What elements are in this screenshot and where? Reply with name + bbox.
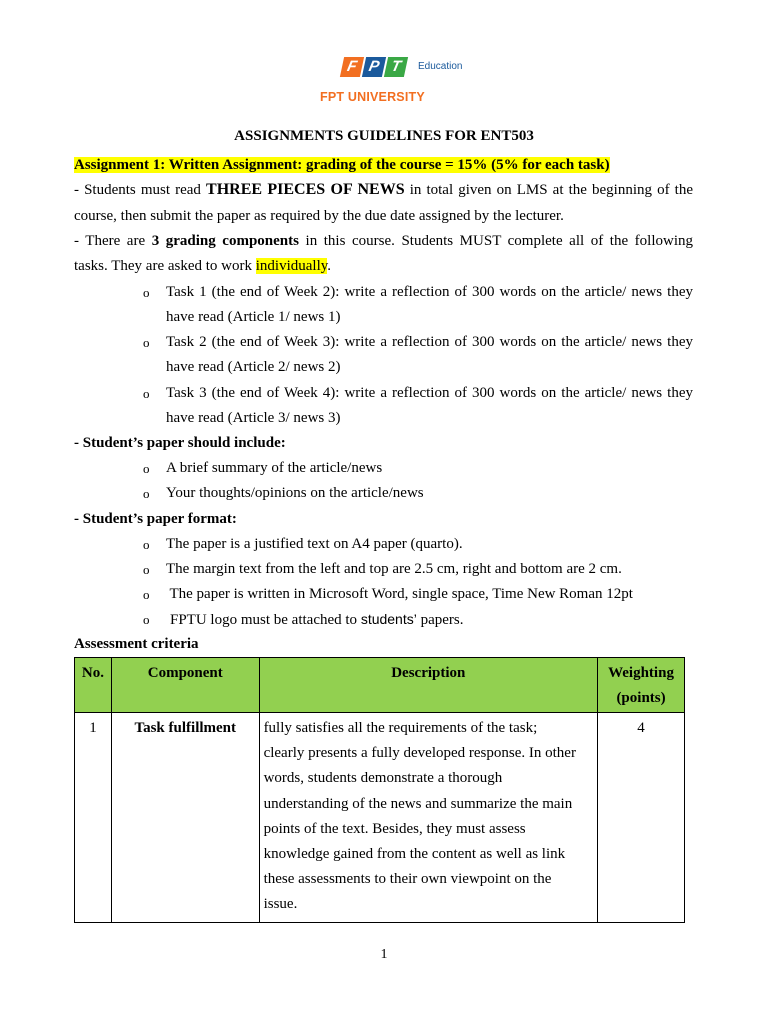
- include-item-summary: A brief summary of the article/news: [166, 460, 383, 476]
- task-3-line-1: Task 3 (the end of Week 4): write a reflection of 300 words on the article/ news they: [166, 385, 693, 401]
- intro-line-4: [74, 256, 331, 276]
- format-logo-students: students’: [360, 611, 417, 627]
- grading-components-emphasis: 3 grading components: [151, 233, 299, 249]
- format-logo-text-end: papers.: [416, 612, 464, 628]
- description-line: understanding of the news and summarize the main: [263, 795, 573, 812]
- row-weighting-text: 4: [637, 720, 645, 736]
- description-line: fully satisfies all the requirements of the task;: [263, 720, 538, 736]
- document-title: ASSIGNMENTS GUIDELINES FOR ENT503: [234, 128, 534, 144]
- logo-letter-p: P: [362, 57, 386, 77]
- intro-text: - There are: [74, 233, 152, 249]
- intro-text: in total given on LMS at the beginning of the: [404, 182, 694, 198]
- format-item-justified: The paper is a justified text on A4 paper (quarto).: [166, 536, 463, 552]
- row-description: [259, 713, 598, 923]
- bullet-icon: o: [143, 285, 150, 300]
- table-row: [75, 713, 685, 923]
- description-line: clearly presents a fully developed response. In other: [263, 745, 576, 762]
- bullet-icon: o: [143, 386, 150, 401]
- header-description-text: Description: [391, 665, 466, 681]
- format-item-logo: [170, 609, 464, 630]
- assignment-heading-text: Assignment 1: Written Assignment: grading of the course = 15% (5% for each task): [74, 157, 610, 173]
- include-item-opinions: Your thoughts/opinions on the article/news: [166, 485, 424, 501]
- bullet-icon: o: [143, 537, 150, 552]
- header-no: [75, 658, 112, 713]
- header-component-text: Component: [147, 665, 223, 681]
- criteria-heading: Assessment criteria: [74, 636, 199, 652]
- description-line: knowledge gained from the content as well as link: [263, 846, 566, 863]
- fpt-logo: [320, 57, 463, 107]
- intro-line-3: [74, 231, 693, 251]
- bullet-icon: o: [143, 562, 150, 577]
- bullet-icon: o: [143, 587, 150, 602]
- description-line: points of the text. Besides, they must assess: [263, 820, 526, 837]
- individually-highlight: individually: [255, 258, 328, 274]
- header-component: [111, 658, 259, 713]
- description-line: issue.: [263, 896, 298, 913]
- bullet-icon: o: [143, 335, 150, 350]
- description-line: words, students demonstrate a thorough: [263, 770, 503, 787]
- three-pieces-emphasis: THREE PIECES OF NEWS: [206, 181, 405, 198]
- header-points-label: (points): [616, 690, 666, 707]
- row-weighting: [598, 713, 685, 923]
- header-weighting-text: [598, 658, 684, 711]
- format-heading: - Student’s paper format:: [74, 511, 237, 527]
- assignment-heading: [74, 155, 610, 175]
- table-header-row: [75, 658, 685, 713]
- intro-line-2: course, then submit the paper as required by the due date assigned by the lecturer.: [74, 208, 564, 224]
- logo-letter-t: T: [384, 57, 408, 77]
- format-item-word: The paper is written in Microsoft Word, single space, Time New Roman 12pt: [166, 586, 633, 602]
- fpt-logo-blocks: [342, 57, 408, 79]
- page-number: 1: [380, 947, 388, 962]
- row-no-text: 1: [89, 720, 97, 736]
- row-component: [111, 713, 259, 923]
- intro-text: .: [327, 258, 332, 274]
- assessment-criteria-table: [74, 657, 685, 923]
- task-2-line-1: Task 2 (the end of Week 3): write a reflection of 300 words on the article/ news they: [166, 334, 693, 350]
- bullet-icon: o: [143, 486, 150, 501]
- intro-text: - Students must read: [74, 182, 207, 198]
- bullet-icon: o: [143, 461, 150, 476]
- logo-university-text: FPT UNIVERSITY: [320, 90, 425, 104]
- logo-education-text: Education: [418, 61, 463, 72]
- description-line: these assessments to their own viewpoint on the: [263, 871, 552, 888]
- format-item-margins: The margin text from the left and top are 2.5 cm, right and bottom are 2 cm.: [166, 561, 622, 577]
- row-component-text: Task fulfillment: [134, 720, 237, 736]
- logo-letter-f: F: [340, 57, 364, 77]
- include-heading: - Student’s paper should include:: [74, 435, 286, 451]
- row-description-text: [260, 713, 598, 922]
- task-3-line-2: have read (Article 3/ news 3): [166, 410, 341, 426]
- task-1-line-1: Task 1 (the end of Week 2): write a reflection of 300 words on the article/ news they: [166, 284, 693, 300]
- header-no-text: No.: [81, 665, 105, 681]
- task-1-line-2: have read (Article 1/ news 1): [166, 309, 341, 325]
- intro-text: in this course. Students MUST complete all of the following: [298, 233, 693, 249]
- task-2-line-2: have read (Article 2/ news 2): [166, 359, 341, 375]
- format-logo-text: FPTU logo must be attached to: [170, 612, 361, 628]
- header-weighting-label: Weighting: [608, 665, 674, 681]
- header-description: [259, 658, 598, 713]
- intro-text: tasks. They are asked to work: [74, 258, 256, 274]
- header-weighting: [598, 658, 685, 713]
- bullet-icon: o: [143, 612, 150, 627]
- row-no: [75, 713, 112, 923]
- intro-line-1: [74, 180, 693, 200]
